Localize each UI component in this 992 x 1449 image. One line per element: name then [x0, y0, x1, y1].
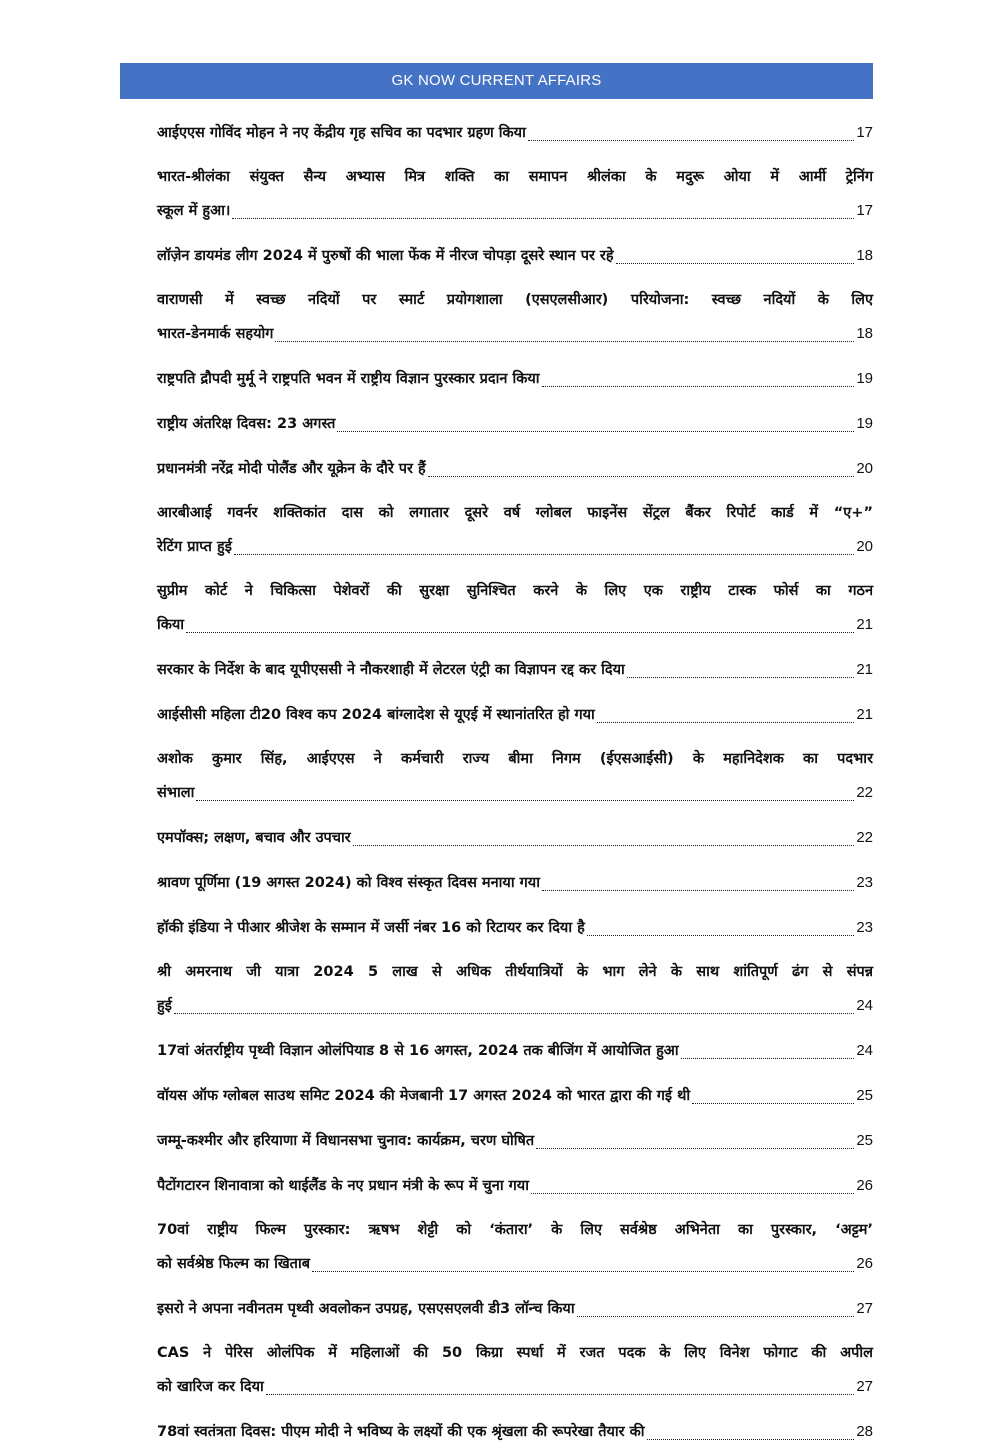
dot-leader — [337, 431, 854, 432]
toc-entry[interactable] — [157, 239, 873, 273]
toc-entry[interactable] — [157, 407, 873, 441]
dot-leader — [234, 554, 855, 555]
toc-page-number: 28 — [856, 1423, 873, 1440]
toc-entry-title: आईसीसी महिला टी20 विश्व कप 2024 बांग्लादेश से यूएई में स्थानांतरित हो गया — [157, 707, 595, 723]
toc-page-number: 18 — [856, 247, 873, 264]
dot-leader — [531, 1193, 854, 1194]
toc-entry[interactable] — [157, 1214, 873, 1281]
page-header — [120, 63, 873, 99]
toc-page-number: 23 — [856, 874, 873, 891]
toc-entry-title: राष्ट्रीय अंतरिक्ष दिवस: 23 अगस्त — [157, 416, 336, 432]
toc-entry-title: श्रावण पूर्णिमा (19 अगस्त 2024) को विश्व संस्कृत दिवस मनाया गया — [157, 875, 540, 891]
toc-entry-title: किया — [157, 617, 185, 633]
toc-entry-title-line: CAS ने पेरिस ओलंपिक में महिलाओं की 50 किग्रा स्पर्धा में रजत पदक के लिए विनेश फोगाट की अपील — [157, 1345, 873, 1361]
dot-leader — [542, 386, 855, 387]
toc-page-number: 19 — [856, 415, 873, 432]
dot-leader — [692, 1103, 854, 1104]
toc-page-number: 21 — [856, 706, 873, 723]
toc-page-number: 25 — [856, 1132, 873, 1149]
toc-entry-title: सरकार के निर्देश के बाद यूपीएससी ने नौकरशाही में लेटरल एंट्री का विज्ञापन रद्द कर दिया — [157, 662, 625, 678]
toc-entry[interactable] — [157, 362, 873, 396]
toc-entry[interactable] — [157, 116, 873, 150]
dot-leader — [597, 722, 855, 723]
toc-entry[interactable] — [157, 1034, 873, 1068]
toc-entry[interactable] — [157, 1079, 873, 1113]
toc-entry-title-line: अशोक कुमार सिंह, आईएएस ने कर्मचारी राज्य बीमा निगम (ईएसआईसी) के महानिदेशक का पदभार — [157, 751, 873, 767]
dot-leader — [542, 890, 854, 891]
toc-page-number: 27 — [856, 1300, 873, 1317]
dot-leader — [266, 1394, 855, 1395]
toc-entry-title: को खारिज कर दिया — [157, 1379, 264, 1395]
toc-entry[interactable] — [157, 1337, 873, 1404]
toc-entry-title-line: 70वां राष्ट्रीय फिल्म पुरस्कार: ऋषभ शेट्टी को ‘कंतारा’ के लिए सर्वश्रेष्ठ अभिनेता का पुरस्कार, ‘अट्टम’ — [157, 1222, 873, 1238]
dot-leader — [616, 263, 855, 264]
toc-entry[interactable] — [157, 284, 873, 351]
table-of-contents — [157, 116, 873, 1440]
dot-leader — [174, 1013, 854, 1014]
toc-page-number: 27 — [856, 1378, 873, 1395]
toc-entry-title: 78वां स्वतंत्रता दिवस: पीएम मोदी ने भविष्य के लक्ष्यों की एक श्रृंखला की रूपरेखा तैयार की — [157, 1424, 645, 1440]
toc-page-number: 19 — [856, 370, 873, 387]
toc-entry[interactable] — [157, 1415, 873, 1449]
toc-entry[interactable] — [157, 1124, 873, 1158]
toc-entry-title: एमपॉक्स; लक्षण, बचाव और उपचार — [157, 830, 351, 846]
toc-entry-title: वॉयस ऑफ ग्लोबल साउथ समिट 2024 की मेजबानी 17 अगस्त 2024 को भारत द्वारा की गई थी — [157, 1088, 691, 1104]
toc-page-number: 25 — [856, 1087, 873, 1104]
toc-entry-title: प्रधानमंत्री नरेंद्र मोदी पोलैंड और यूक्रेन के दौरे पर हैं — [157, 461, 426, 477]
toc-entry[interactable] — [157, 956, 873, 1023]
toc-entry-title: राष्ट्रपति द्रौपदी मुर्मू ने राष्ट्रपति भवन में राष्ट्रीय विज्ञान पुरस्कार प्रदान किया — [157, 371, 540, 387]
toc-page-number: 20 — [856, 538, 873, 555]
toc-page-number: 18 — [856, 325, 873, 342]
toc-entry-title: भारत-डेनमार्क सहयोग — [157, 326, 274, 342]
toc-entry-title: रेटिंग प्राप्त हुई — [157, 539, 232, 555]
dot-leader — [186, 632, 854, 633]
dot-leader — [353, 845, 855, 846]
toc-page-number: 22 — [856, 784, 873, 801]
toc-entry[interactable] — [157, 161, 873, 228]
toc-entry[interactable] — [157, 653, 873, 687]
toc-entry-title: जम्मू-कश्मीर और हरियाणा में विधानसभा चुनाव: कार्यक्रम, चरण घोषित — [157, 1133, 535, 1149]
toc-entry-title-line: सुप्रीम कोर्ट ने चिकित्सा पेशेवरों की सुरक्षा सुनिश्चित करने के लिए एक राष्ट्रीय टास्क फोर्स का गठन — [157, 583, 873, 599]
toc-entry[interactable] — [157, 698, 873, 732]
toc-entry-title-line: भारत-श्रीलंका संयुक्त सैन्य अभ्यास मित्र शक्ति का समापन श्रीलंका के मदुरू ओया में आर्मी ट्रेनिंग — [157, 169, 873, 185]
dot-leader — [627, 677, 855, 678]
toc-page-number: 26 — [856, 1177, 873, 1194]
toc-entry[interactable] — [157, 452, 873, 486]
toc-page-number: 20 — [856, 460, 873, 477]
toc-entry[interactable] — [157, 866, 873, 900]
toc-entry-title: संभाला — [157, 785, 195, 801]
dot-leader — [536, 1148, 854, 1149]
toc-entry[interactable] — [157, 497, 873, 564]
toc-page-number: 23 — [856, 919, 873, 936]
dot-leader — [428, 476, 855, 477]
toc-entry[interactable] — [157, 575, 873, 642]
toc-entry-title: हॉकी इंडिया ने पीआर श्रीजेश के सम्मान में जर्सी नंबर 16 को रिटायर कर दिया है — [157, 920, 585, 936]
dot-leader — [275, 341, 854, 342]
toc-entry-title: 17वां अंतर्राष्ट्रीय पृथ्वी विज्ञान ओलंपियाड 8 से 16 अगस्त, 2024 तक बीजिंग में आयोजित हुआ — [157, 1043, 679, 1059]
dot-leader — [232, 218, 854, 219]
dot-leader — [587, 935, 854, 936]
toc-entry-title-line: वाराणसी में स्वच्छ नदियों पर स्मार्ट प्रयोगशाला (एसएलसीआर) परियोजना: स्वच्छ नदियों के लिए — [157, 292, 873, 308]
toc-entry-title-line: आरबीआई गवर्नर शक्तिकांत दास को लगातार दूसरे वर्ष ग्लोबल फाइनेंस सेंट्रल बैंकर रिपोर्ट कार्ड में “ए+” — [157, 505, 873, 521]
dot-leader — [647, 1439, 855, 1440]
dot-leader — [681, 1058, 855, 1059]
toc-page-number: 21 — [856, 616, 873, 633]
toc-entry[interactable] — [157, 1292, 873, 1326]
dot-leader — [577, 1316, 855, 1317]
toc-entry[interactable] — [157, 821, 873, 855]
toc-page-number: 21 — [856, 661, 873, 678]
toc-entry[interactable] — [157, 911, 873, 945]
toc-entry-title: को सर्वश्रेष्ठ फिल्म का खिताब — [157, 1256, 310, 1272]
toc-entry[interactable] — [157, 1169, 873, 1203]
toc-entry-title: स्कूल में हुआ। — [157, 203, 231, 219]
toc-page-number: 24 — [856, 1042, 873, 1059]
dot-leader — [196, 800, 854, 801]
dot-leader — [528, 140, 854, 141]
dot-leader — [312, 1271, 854, 1272]
toc-entry-title: पैटोंगटारन शिनावात्रा को थाईलैंड के नए प्रधान मंत्री के रूप में चुना गया — [157, 1178, 529, 1194]
toc-entry-title: लॉज़ेन डायमंड लीग 2024 में पुरुषों की भाला फेंक में नीरज चोपड़ा दूसरे स्थान पर रहे — [157, 248, 614, 264]
toc-entry[interactable] — [157, 743, 873, 810]
toc-page-number: 26 — [856, 1255, 873, 1272]
toc-page-number: 24 — [856, 997, 873, 1014]
toc-page-number: 22 — [856, 829, 873, 846]
toc-entry-title: हुई — [157, 998, 172, 1014]
toc-page-number: 17 — [856, 202, 873, 219]
toc-entry-title-line: श्री अमरनाथ जी यात्रा 2024 5 लाख से अधिक तीर्थयात्रियों के भाग लेने के साथ शांतिपूर्ण ढंग से संपन्न — [157, 964, 873, 980]
toc-entry-title: आईएएस गोविंद मोहन ने नए केंद्रीय गृह सचिव का पदभार ग्रहण किया — [157, 125, 526, 141]
header-title: GK NOW CURRENT AFFAIRS — [391, 72, 602, 89]
toc-page-number: 17 — [856, 124, 873, 141]
toc-entry-title: इसरो ने अपना नवीनतम पृथ्वी अवलोकन उपग्रह, एसएसएलवी डी3 लॉन्च किया — [157, 1301, 575, 1317]
